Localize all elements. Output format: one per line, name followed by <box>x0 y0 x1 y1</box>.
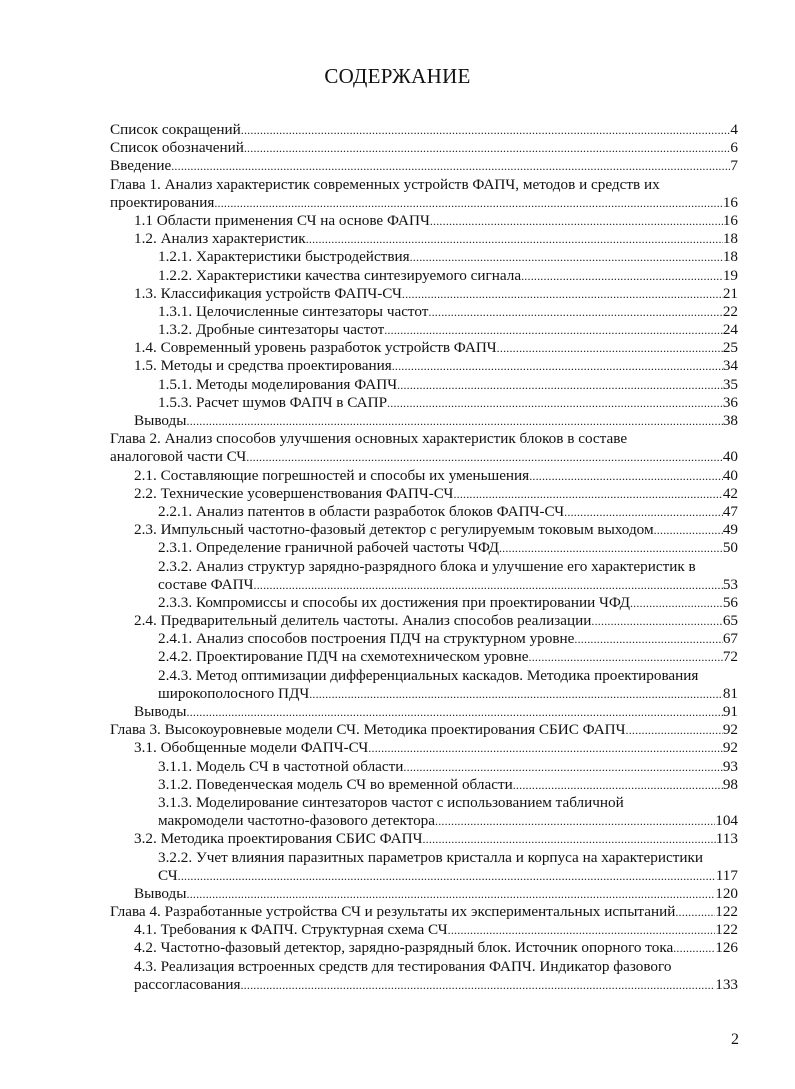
toc-entry <box>110 594 738 612</box>
toc-entry <box>110 739 738 757</box>
dot-leader <box>214 194 722 212</box>
toc-entry <box>110 648 738 666</box>
toc-entry <box>110 776 738 794</box>
toc-entry-page: 113 <box>715 830 738 848</box>
toc-entry <box>110 267 738 285</box>
toc-entry-label: 1.3.1. Целочисленные синтезаторы частот <box>158 302 429 320</box>
toc-entry-label: 4.1. Требования к ФАПЧ. Структурная схема СЧ <box>134 921 448 939</box>
dot-leader <box>392 357 723 375</box>
toc-entry <box>110 685 738 703</box>
toc-entry <box>110 321 738 339</box>
dot-leader <box>397 376 723 394</box>
dot-leader <box>428 303 722 321</box>
dot-leader <box>497 339 723 357</box>
toc-entry-label: 2.3.3. Компромиссы и способы их достижения при проектировании ЧФД <box>158 593 630 611</box>
toc-entry-page: 53 <box>722 575 738 593</box>
toc-entry <box>110 721 738 739</box>
toc-entry-label: 1.3.2. Дробные синтезаторы частот <box>158 321 385 339</box>
toc-entry-page: 16 <box>722 211 738 229</box>
toc-entry-page: 122 <box>715 903 738 921</box>
toc-entry-label: Список сокращений <box>110 121 241 138</box>
toc-entry <box>110 630 738 648</box>
toc-entry-label: 3.1. Обобщенные модели ФАПЧ-СЧ <box>134 739 369 757</box>
dot-leader <box>654 521 723 539</box>
dot-leader <box>529 648 723 666</box>
toc-entry-label: Глава 2. Анализ способов улучшения основных характеристик блоков в составе <box>110 430 628 448</box>
dot-leader <box>626 721 723 739</box>
dot-leader <box>574 630 722 648</box>
toc-entry <box>110 303 738 321</box>
toc-entry <box>110 412 738 430</box>
toc-entry <box>110 121 738 139</box>
toc-entry-page: 122 <box>715 921 738 939</box>
toc-entry-page: 92 <box>722 721 738 739</box>
toc-entry-label: 2.2.1. Анализ патентов в области разработок блоков ФАПЧ-СЧ <box>158 502 565 520</box>
toc-entry-page: 92 <box>722 739 738 757</box>
toc-entry-page: 18 <box>722 248 738 266</box>
toc-entry-page: 91 <box>722 703 738 720</box>
dot-leader <box>675 903 715 921</box>
toc-entry <box>110 612 738 630</box>
toc-entry <box>110 830 738 848</box>
toc-entry-page: 117 <box>715 866 738 884</box>
toc-entry-page: 120 <box>715 884 738 902</box>
dot-leader <box>187 885 716 903</box>
toc-entry <box>110 758 738 776</box>
toc-entry <box>110 467 738 485</box>
toc-entry <box>110 157 738 175</box>
toc-entry <box>110 576 738 594</box>
toc-entry-label: 3.1.1. Модель СЧ в частотной области <box>158 757 404 775</box>
toc-entry <box>110 794 738 812</box>
toc-entry <box>110 939 738 957</box>
toc-entry-label: 1.5. Методы и средства проектирования <box>134 357 392 375</box>
toc-entry <box>110 430 738 448</box>
toc-entry-page: 19 <box>722 266 738 284</box>
toc-entry <box>110 357 738 375</box>
toc-entry-page: 36 <box>722 393 738 411</box>
toc-entry <box>110 485 738 503</box>
toc-entry <box>110 885 738 903</box>
toc-entry <box>110 139 738 157</box>
dot-leader <box>403 758 722 776</box>
toc-entry-label: 1.3. Классификация устройств ФАПЧ-СЧ <box>134 284 402 302</box>
toc-entry <box>110 976 738 994</box>
toc-entry-label: макромодели частотно-фазового детектора <box>158 812 436 830</box>
toc-entry-label: 4.3. Реализация встроенных средств для тестирования ФАПЧ. Индикатор фазового <box>134 957 672 975</box>
page-title: СОДЕРЖАНИЕ <box>324 64 471 88</box>
page-number: 2 <box>731 1031 739 1048</box>
toc-entry-label: Глава 1. Анализ характеристик современных устройств ФАПЧ, методов и средств их <box>110 175 660 193</box>
toc-entry-page: 104 <box>715 812 738 830</box>
toc-entry <box>110 558 738 576</box>
dot-leader <box>453 485 722 503</box>
dot-leader <box>187 703 723 721</box>
toc-entry <box>110 176 738 194</box>
toc-entry-label: 3.1.3. Моделирование синтезаторов частот с использованием табличной <box>158 793 624 811</box>
toc-entry-label: 1.2.2. Характеристики качества синтезируемого сигнала <box>158 266 522 284</box>
toc-entry-label: широкополосного ПДЧ <box>158 684 310 702</box>
toc-entry-label: 3.2.2. Учет влияния паразитных параметров кристалла и корпуса на характеристики <box>158 848 704 866</box>
toc-entry-page: 81 <box>722 684 738 702</box>
toc-entry <box>110 703 738 721</box>
toc-entry-label: 1.5.3. Расчет шумов ФАПЧ в САПР <box>158 393 388 411</box>
toc-entry <box>110 921 738 939</box>
toc-entry-label: Список обозначений <box>110 139 244 157</box>
dot-leader <box>309 685 723 703</box>
toc-entry-label: 2.4.2. Проектирование ПДЧ на схемотехническом уровне <box>158 648 529 666</box>
toc-entry-label: Глава 4. Разработанные устройства СЧ и результаты их экспериментальных испытаний <box>110 903 676 921</box>
toc-entry-page: 16 <box>722 193 738 211</box>
dot-leader <box>368 739 723 757</box>
dot-leader <box>410 248 723 266</box>
toc-entry <box>110 903 738 921</box>
toc-entry-page: 47 <box>722 502 738 520</box>
dot-leader <box>187 412 723 430</box>
toc-entry <box>110 212 738 230</box>
dot-leader <box>521 267 723 285</box>
dot-leader <box>402 285 723 303</box>
toc-entry-page: 24 <box>722 321 738 339</box>
toc-entry-page: 133 <box>715 975 738 993</box>
toc-entry-page: 38 <box>722 412 738 429</box>
dot-leader <box>435 812 715 830</box>
toc-entry-page: 40 <box>722 448 738 466</box>
toc-entry <box>110 812 738 830</box>
dot-leader <box>499 539 723 557</box>
toc-entry-label: 2.4.3. Метод оптимизации дифференциальных каскадов. Методика проектирования <box>158 666 699 684</box>
dot-leader <box>564 503 723 521</box>
toc-entry <box>110 849 738 867</box>
toc-entry-page: 42 <box>722 484 738 502</box>
toc-entry-page: 67 <box>722 630 738 648</box>
toc-entry <box>110 230 738 248</box>
toc-entry-page: 72 <box>722 648 738 666</box>
toc-entry-page: 6 <box>730 139 738 157</box>
toc-entry <box>110 376 738 394</box>
toc-entry-label: СЧ <box>158 866 178 884</box>
dot-leader <box>240 976 715 994</box>
toc-entry <box>110 867 738 885</box>
toc-entry-label: 4.2. Частотно-фазовый детектор, зарядно-разрядный блок. Источник опорного тока <box>134 939 674 957</box>
toc-entry <box>110 339 738 357</box>
dot-leader <box>384 321 723 339</box>
toc-entry <box>110 521 738 539</box>
toc-entry-page: 7 <box>730 157 738 175</box>
toc-entry-label: 1.4. Современный уровень разработок устройств ФАПЧ <box>134 339 497 357</box>
toc-entry <box>110 194 738 212</box>
toc-entry-label: 1.5.1. Методы моделирования ФАПЧ <box>158 375 398 393</box>
dot-leader <box>630 594 723 612</box>
toc-entry-page: 126 <box>715 939 738 957</box>
toc-entry <box>110 285 738 303</box>
toc-entry-label: 3.1.2. Поведенческая модель СЧ во временной области <box>158 775 513 793</box>
dot-leader <box>529 467 723 485</box>
toc-entry-page: 35 <box>722 375 738 393</box>
toc-entry-page: 4 <box>730 121 738 138</box>
toc-entry-label: 3.2. Методика проектирования СБИС ФАПЧ <box>134 830 423 848</box>
toc-entry-page: 40 <box>722 466 738 484</box>
toc-entry-label: рассогласования <box>134 975 241 993</box>
toc-entry-page: 22 <box>722 302 738 320</box>
dot-leader <box>387 394 723 412</box>
toc-entry <box>110 958 738 976</box>
toc-entry-label: составе ФАПЧ <box>158 575 254 593</box>
dot-leader <box>246 448 723 466</box>
toc-entry-page: 25 <box>722 339 738 357</box>
dot-leader <box>241 121 731 139</box>
toc-entry-label: 2.3. Импульсный частотно-фазовый детектор с регулируемым токовым выходом <box>134 521 654 539</box>
toc-entry <box>110 667 738 685</box>
dot-leader <box>430 212 723 230</box>
dot-leader <box>178 867 716 885</box>
dot-leader <box>254 576 723 594</box>
dot-leader <box>448 921 716 939</box>
toc-entry-label: 2.3.2. Анализ структур зарядно-разрядного блока и улучшение его характеристик в <box>158 557 696 575</box>
dot-leader <box>513 776 723 794</box>
toc-entry-label: 1.2.1. Характеристики быстродействия <box>158 248 410 266</box>
dot-leader <box>673 939 715 957</box>
table-of-contents <box>110 121 738 994</box>
toc-entry-label: 2.4. Предварительный делитель частоты. Анализ способов реализации <box>134 612 592 630</box>
toc-entry-page: 93 <box>722 757 738 775</box>
toc-entry-label: 2.2. Технические усовершенствования ФАПЧ-СЧ <box>134 484 454 502</box>
toc-entry-page: 56 <box>722 593 738 611</box>
toc-entry-page: 65 <box>722 612 738 630</box>
dot-leader <box>591 612 722 630</box>
toc-entry <box>110 539 738 557</box>
toc-entry-label: Введение <box>110 157 172 175</box>
toc-entry-label: Выводы <box>134 884 187 902</box>
toc-entry-label: Выводы <box>134 412 187 429</box>
toc-entry-page: 98 <box>722 775 738 793</box>
toc-entry <box>110 248 738 266</box>
toc-entry <box>110 394 738 412</box>
toc-entry-page: 49 <box>722 521 738 539</box>
toc-entry-label: проектирования <box>110 193 215 211</box>
dot-leader <box>244 139 731 157</box>
toc-entry-page: 50 <box>722 539 738 557</box>
toc-entry-label: аналоговой части СЧ <box>110 448 247 466</box>
dot-leader <box>306 230 723 248</box>
toc-entry-label: 1.1 Области применения СЧ на основе ФАПЧ <box>134 211 430 229</box>
toc-entry-page: 18 <box>722 230 738 248</box>
toc-entry-label: Глава 3. Высокоуровневые модели СЧ. Методика проектирования СБИС ФАПЧ <box>110 721 626 739</box>
dot-leader <box>422 830 715 848</box>
toc-entry-label: 2.3.1. Определение граничной рабочей частоты ЧФД <box>158 539 499 557</box>
toc-entry-label: 2.1. Составляющие погрешностей и способы их уменьшения <box>134 466 530 484</box>
toc-entry <box>110 503 738 521</box>
toc-entry-page: 21 <box>722 284 738 302</box>
toc-entry-page: 34 <box>722 357 738 375</box>
toc-entry-label: Выводы <box>134 703 187 720</box>
toc-entry-label: 2.4.1. Анализ способов построения ПДЧ на структурном уровне <box>158 630 575 648</box>
dot-leader <box>171 157 730 175</box>
toc-entry <box>110 448 738 466</box>
toc-entry-label: 1.2. Анализ характеристик <box>134 230 306 248</box>
